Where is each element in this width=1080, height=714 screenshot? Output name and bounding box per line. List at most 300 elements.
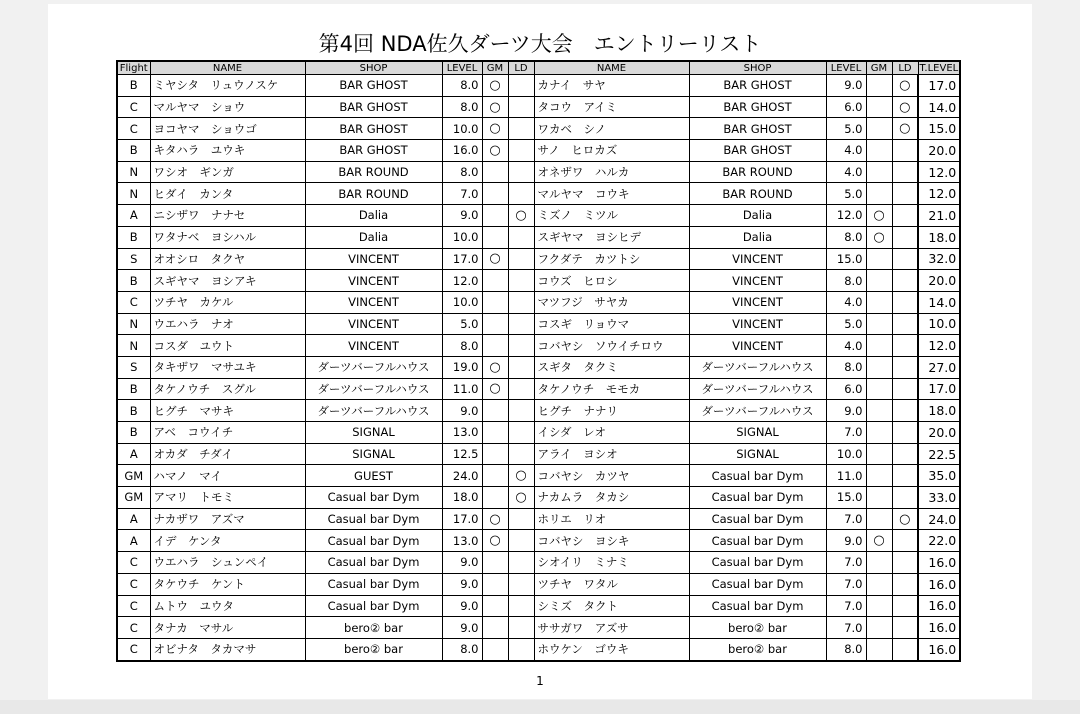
cell-ld-2: [892, 205, 918, 227]
table-row: [117, 75, 960, 97]
cell-gm-2: [866, 183, 892, 205]
cell-name-1: ツチヤ カケル: [150, 291, 305, 313]
cell-gm-2: [866, 96, 892, 118]
cell-ld-1: [508, 508, 534, 530]
table-row: [117, 335, 960, 357]
cell-gm-1: [482, 400, 508, 422]
cell-ld-2: [892, 248, 918, 270]
cell-name-2: アライ ヨシオ: [534, 443, 689, 465]
cell-name-1: ヒダイ カンタ: [150, 183, 305, 205]
cell-gm-2: ○: [866, 530, 892, 552]
cell-gm-1: ○: [482, 356, 508, 378]
cell-gm-1: [482, 226, 508, 248]
cell-shop-2: SIGNAL: [689, 422, 826, 444]
cell-flight: B: [117, 140, 150, 162]
cell-flight: B: [117, 400, 150, 422]
cell-level-1: 9.0: [442, 205, 482, 227]
cell-shop-1: Casual bar Dym: [305, 595, 442, 617]
cell-level-1: 5.0: [442, 313, 482, 335]
entry-table: [116, 60, 961, 662]
cell-shop-1: Dalia: [305, 205, 442, 227]
cell-total-level: 33.0: [918, 487, 960, 509]
cell-ld-1: [508, 443, 534, 465]
cell-flight: C: [117, 291, 150, 313]
cell-ld-1: [508, 226, 534, 248]
cell-total-level: 24.0: [918, 508, 960, 530]
cell-shop-2: BAR ROUND: [689, 183, 826, 205]
cell-level-1: 12.0: [442, 270, 482, 292]
cell-shop-1: GUEST: [305, 465, 442, 487]
cell-flight: N: [117, 313, 150, 335]
cell-shop-2: ダーツバーフルハウス: [689, 378, 826, 400]
cell-level-2: 9.0: [826, 530, 866, 552]
cell-shop-2: VINCENT: [689, 270, 826, 292]
cell-gm-2: [866, 595, 892, 617]
cell-level-2: 5.0: [826, 183, 866, 205]
cell-gm-2: [866, 573, 892, 595]
cell-flight: GM: [117, 465, 150, 487]
table-row: [117, 161, 960, 183]
cell-total-level: 14.0: [918, 291, 960, 313]
cell-total-level: 20.0: [918, 140, 960, 162]
cell-level-1: 13.0: [442, 530, 482, 552]
cell-level-2: 7.0: [826, 617, 866, 639]
cell-ld-1: [508, 356, 534, 378]
cell-shop-2: Casual bar Dym: [689, 595, 826, 617]
cell-level-1: 9.0: [442, 617, 482, 639]
cell-ld-2: ○: [892, 118, 918, 140]
cell-gm-2: [866, 638, 892, 660]
cell-level-1: 9.0: [442, 595, 482, 617]
cell-gm-1: ○: [482, 96, 508, 118]
cell-ld-1: [508, 140, 534, 162]
cell-total-level: 32.0: [918, 248, 960, 270]
table-row: [117, 422, 960, 444]
cell-shop-1: ダーツバーフルハウス: [305, 378, 442, 400]
cell-ld-1: [508, 291, 534, 313]
cell-name-1: ムトウ ユウタ: [150, 595, 305, 617]
cell-shop-2: VINCENT: [689, 248, 826, 270]
cell-level-2: 7.0: [826, 552, 866, 574]
table-row: [117, 508, 960, 530]
cell-level-1: 13.0: [442, 422, 482, 444]
cell-gm-2: [866, 140, 892, 162]
cell-shop-1: Dalia: [305, 226, 442, 248]
table-header-row: [117, 61, 960, 75]
table-row: [117, 530, 960, 552]
cell-flight: C: [117, 118, 150, 140]
cell-level-2: 8.0: [826, 356, 866, 378]
table-row: [117, 291, 960, 313]
cell-name-2: ホウケン ゴウキ: [534, 638, 689, 660]
cell-gm-1: [482, 422, 508, 444]
cell-ld-1: [508, 183, 534, 205]
header-level-2: LEVEL: [826, 61, 866, 75]
cell-gm-1: [482, 313, 508, 335]
cell-name-2: コバヤシ ソウイチロウ: [534, 335, 689, 357]
cell-total-level: 12.0: [918, 335, 960, 357]
cell-ld-1: [508, 595, 534, 617]
table-row: [117, 226, 960, 248]
cell-level-1: 16.0: [442, 140, 482, 162]
cell-level-1: 10.0: [442, 118, 482, 140]
cell-ld-2: [892, 313, 918, 335]
cell-level-2: 11.0: [826, 465, 866, 487]
cell-shop-1: ダーツバーフルハウス: [305, 356, 442, 378]
cell-name-2: シミズ タクト: [534, 595, 689, 617]
cell-name-2: フクダテ カツトシ: [534, 248, 689, 270]
cell-level-1: 12.5: [442, 443, 482, 465]
header-level-1: LEVEL: [442, 61, 482, 75]
cell-flight: B: [117, 226, 150, 248]
cell-flight: B: [117, 75, 150, 97]
cell-name-1: コスダ ユウト: [150, 335, 305, 357]
cell-shop-1: VINCENT: [305, 313, 442, 335]
cell-shop-1: Casual bar Dym: [305, 487, 442, 509]
cell-total-level: 12.0: [918, 161, 960, 183]
header-name-2: NAME: [534, 61, 689, 75]
cell-ld-2: [892, 335, 918, 357]
cell-name-2: コスギ リョウマ: [534, 313, 689, 335]
cell-name-1: キタハラ ユウキ: [150, 140, 305, 162]
cell-gm-1: [482, 573, 508, 595]
cell-ld-2: [892, 270, 918, 292]
cell-name-1: ウエハラ シュンペイ: [150, 552, 305, 574]
cell-name-2: マルヤマ コウキ: [534, 183, 689, 205]
cell-level-2: 4.0: [826, 140, 866, 162]
cell-level-1: 10.0: [442, 226, 482, 248]
cell-shop-1: VINCENT: [305, 335, 442, 357]
table-row: [117, 638, 960, 660]
table-row: [117, 595, 960, 617]
cell-level-2: 6.0: [826, 96, 866, 118]
cell-flight: A: [117, 443, 150, 465]
cell-ld-2: [892, 183, 918, 205]
cell-shop-1: BAR GHOST: [305, 118, 442, 140]
cell-ld-2: [892, 140, 918, 162]
table-row: [117, 400, 960, 422]
page-title: 第4回 NDA佐久ダーツ大会 エントリーリスト: [318, 32, 762, 56]
cell-gm-2: [866, 118, 892, 140]
cell-name-1: タケウチ ケント: [150, 573, 305, 595]
cell-flight: S: [117, 248, 150, 270]
cell-ld-1: [508, 422, 534, 444]
entry-table-body: [117, 75, 960, 661]
table-row: [117, 487, 960, 509]
cell-flight: C: [117, 552, 150, 574]
table-row: [117, 465, 960, 487]
cell-shop-2: bero② bar: [689, 638, 826, 660]
cell-gm-1: [482, 595, 508, 617]
cell-ld-2: [892, 291, 918, 313]
cell-name-2: オネザワ ハルカ: [534, 161, 689, 183]
cell-ld-2: [892, 465, 918, 487]
cell-name-2: ミズノ ミツル: [534, 205, 689, 227]
table-row: [117, 248, 960, 270]
cell-shop-1: bero② bar: [305, 638, 442, 660]
cell-gm-1: ○: [482, 530, 508, 552]
cell-ld-1: [508, 530, 534, 552]
cell-name-2: ワカベ シノ: [534, 118, 689, 140]
cell-gm-1: [482, 205, 508, 227]
cell-level-1: 24.0: [442, 465, 482, 487]
cell-name-1: オビナタ タカマサ: [150, 638, 305, 660]
cell-shop-2: ダーツバーフルハウス: [689, 356, 826, 378]
cell-shop-1: BAR ROUND: [305, 161, 442, 183]
cell-level-1: 8.0: [442, 96, 482, 118]
cell-shop-2: VINCENT: [689, 313, 826, 335]
cell-name-1: ミヤシタ リュウノスケ: [150, 75, 305, 97]
cell-total-level: 16.0: [918, 552, 960, 574]
cell-level-2: 6.0: [826, 378, 866, 400]
cell-shop-1: Casual bar Dym: [305, 552, 442, 574]
cell-gm-2: [866, 291, 892, 313]
cell-shop-2: Casual bar Dym: [689, 508, 826, 530]
cell-total-level: 27.0: [918, 356, 960, 378]
cell-gm-1: ○: [482, 140, 508, 162]
cell-ld-2: [892, 161, 918, 183]
header-flight: Flight: [117, 61, 150, 75]
cell-name-2: スギヤマ ヨシヒデ: [534, 226, 689, 248]
cell-ld-1: [508, 270, 534, 292]
cell-name-2: ナカムラ タカシ: [534, 487, 689, 509]
cell-gm-2: [866, 443, 892, 465]
cell-shop-2: VINCENT: [689, 335, 826, 357]
table-row: [117, 552, 960, 574]
cell-ld-1: [508, 118, 534, 140]
cell-gm-2: [866, 378, 892, 400]
cell-shop-2: Casual bar Dym: [689, 552, 826, 574]
cell-gm-2: [866, 508, 892, 530]
cell-name-2: マツフジ サヤカ: [534, 291, 689, 313]
cell-total-level: 17.0: [918, 75, 960, 97]
cell-ld-1: [508, 75, 534, 97]
cell-flight: N: [117, 183, 150, 205]
cell-shop-1: BAR GHOST: [305, 96, 442, 118]
cell-total-level: 22.5: [918, 443, 960, 465]
cell-level-1: 19.0: [442, 356, 482, 378]
cell-name-1: タキザワ マサユキ: [150, 356, 305, 378]
cell-level-2: 7.0: [826, 508, 866, 530]
cell-level-2: 7.0: [826, 595, 866, 617]
cell-name-1: ワタナベ ヨシハル: [150, 226, 305, 248]
header-gm-2: GM: [866, 61, 892, 75]
cell-level-2: 15.0: [826, 487, 866, 509]
cell-ld-2: [892, 638, 918, 660]
cell-total-level: 14.0: [918, 96, 960, 118]
cell-total-level: 35.0: [918, 465, 960, 487]
cell-shop-2: BAR GHOST: [689, 75, 826, 97]
cell-level-1: 18.0: [442, 487, 482, 509]
cell-ld-2: [892, 356, 918, 378]
cell-ld-2: [892, 378, 918, 400]
cell-name-2: サノ ヒロカズ: [534, 140, 689, 162]
cell-total-level: 17.0: [918, 378, 960, 400]
cell-name-1: アベ コウイチ: [150, 422, 305, 444]
cell-name-2: タコウ アイミ: [534, 96, 689, 118]
cell-level-2: 9.0: [826, 400, 866, 422]
cell-name-2: ホリエ リオ: [534, 508, 689, 530]
cell-ld-1: ○: [508, 205, 534, 227]
cell-name-2: スギタ タクミ: [534, 356, 689, 378]
cell-gm-1: ○: [482, 248, 508, 270]
cell-name-1: ウエハラ ナオ: [150, 313, 305, 335]
cell-ld-1: [508, 161, 534, 183]
cell-total-level: 16.0: [918, 617, 960, 639]
cell-level-1: 10.0: [442, 291, 482, 313]
cell-gm-2: [866, 356, 892, 378]
cell-shop-2: Casual bar Dym: [689, 573, 826, 595]
cell-name-2: ヒグチ ナナリ: [534, 400, 689, 422]
cell-name-2: ササガワ アズサ: [534, 617, 689, 639]
cell-level-1: 9.0: [442, 573, 482, 595]
cell-name-1: ニシザワ ナナセ: [150, 205, 305, 227]
cell-shop-1: ダーツバーフルハウス: [305, 400, 442, 422]
cell-ld-1: [508, 313, 534, 335]
cell-ld-1: [508, 400, 534, 422]
document-page: [48, 4, 1032, 699]
cell-name-1: ワシオ ギンガ: [150, 161, 305, 183]
cell-ld-1: [508, 378, 534, 400]
cell-ld-1: [508, 96, 534, 118]
cell-ld-2: [892, 443, 918, 465]
cell-name-1: ハマノ マイ: [150, 465, 305, 487]
cell-shop-1: BAR GHOST: [305, 75, 442, 97]
cell-shop-2: VINCENT: [689, 291, 826, 313]
table-row: [117, 313, 960, 335]
cell-name-2: コバヤシ ヨシキ: [534, 530, 689, 552]
cell-flight: C: [117, 96, 150, 118]
cell-gm-2: [866, 552, 892, 574]
cell-gm-2: [866, 161, 892, 183]
cell-gm-2: [866, 75, 892, 97]
cell-level-1: 8.0: [442, 638, 482, 660]
cell-gm-1: [482, 487, 508, 509]
cell-ld-2: [892, 400, 918, 422]
cell-level-2: 4.0: [826, 291, 866, 313]
cell-ld-1: [508, 617, 534, 639]
cell-level-2: 7.0: [826, 422, 866, 444]
cell-ld-2: [892, 595, 918, 617]
table-row: [117, 205, 960, 227]
table-row: [117, 573, 960, 595]
cell-name-1: タナカ マサル: [150, 617, 305, 639]
cell-flight: B: [117, 378, 150, 400]
cell-gm-2: [866, 487, 892, 509]
cell-flight: C: [117, 638, 150, 660]
cell-name-2: ツチヤ ワタル: [534, 573, 689, 595]
cell-ld-1: [508, 335, 534, 357]
cell-ld-1: [508, 552, 534, 574]
cell-shop-2: Casual bar Dym: [689, 530, 826, 552]
cell-level-2: 8.0: [826, 270, 866, 292]
cell-total-level: 12.0: [918, 183, 960, 205]
cell-total-level: 16.0: [918, 595, 960, 617]
cell-shop-1: Casual bar Dym: [305, 573, 442, 595]
table-row: [117, 443, 960, 465]
cell-gm-2: [866, 422, 892, 444]
cell-flight: B: [117, 270, 150, 292]
cell-gm-2: ○: [866, 226, 892, 248]
cell-level-2: 5.0: [826, 118, 866, 140]
cell-flight: GM: [117, 487, 150, 509]
cell-gm-2: [866, 270, 892, 292]
cell-gm-1: [482, 617, 508, 639]
cell-flight: N: [117, 335, 150, 357]
cell-ld-1: ○: [508, 487, 534, 509]
viewer-background: [0, 700, 1080, 714]
table-row: [117, 356, 960, 378]
cell-shop-1: VINCENT: [305, 270, 442, 292]
cell-shop-2: Dalia: [689, 226, 826, 248]
cell-total-level: 16.0: [918, 638, 960, 660]
cell-ld-2: [892, 422, 918, 444]
cell-total-level: 15.0: [918, 118, 960, 140]
cell-level-2: 9.0: [826, 75, 866, 97]
cell-name-2: イシダ レオ: [534, 422, 689, 444]
cell-shop-2: Casual bar Dym: [689, 487, 826, 509]
cell-gm-1: [482, 270, 508, 292]
cell-name-2: コウズ ヒロシ: [534, 270, 689, 292]
cell-flight: C: [117, 595, 150, 617]
header-name-1: NAME: [150, 61, 305, 75]
cell-shop-1: BAR ROUND: [305, 183, 442, 205]
cell-shop-2: bero② bar: [689, 617, 826, 639]
header-ld-1: LD: [508, 61, 534, 75]
cell-level-1: 9.0: [442, 400, 482, 422]
cell-flight: S: [117, 356, 150, 378]
cell-level-2: 5.0: [826, 313, 866, 335]
header-total-level: T.LEVEL: [919, 62, 959, 74]
cell-level-2: 10.0: [826, 443, 866, 465]
cell-shop-2: Casual bar Dym: [689, 465, 826, 487]
cell-shop-2: SIGNAL: [689, 443, 826, 465]
cell-flight: C: [117, 573, 150, 595]
cell-shop-1: Casual bar Dym: [305, 508, 442, 530]
cell-total-level: 18.0: [918, 400, 960, 422]
cell-gm-1: [482, 465, 508, 487]
header-ld-2: LD: [892, 61, 918, 75]
cell-name-1: オオシロ タクヤ: [150, 248, 305, 270]
cell-shop-1: bero② bar: [305, 617, 442, 639]
cell-ld-2: ○: [892, 75, 918, 97]
cell-ld-1: [508, 248, 534, 270]
table-row: [117, 118, 960, 140]
cell-name-2: カナイ サヤ: [534, 75, 689, 97]
cell-gm-1: [482, 638, 508, 660]
cell-gm-1: ○: [482, 75, 508, 97]
cell-total-level: 20.0: [918, 422, 960, 444]
cell-gm-2: ○: [866, 205, 892, 227]
cell-flight: A: [117, 205, 150, 227]
cell-name-1: タケノウチ スグル: [150, 378, 305, 400]
cell-ld-2: [892, 552, 918, 574]
cell-name-2: コバヤシ カツヤ: [534, 465, 689, 487]
cell-ld-2: [892, 487, 918, 509]
cell-level-2: 4.0: [826, 335, 866, 357]
cell-name-1: ヒグチ マサキ: [150, 400, 305, 422]
cell-ld-1: [508, 573, 534, 595]
cell-gm-2: [866, 248, 892, 270]
cell-flight: B: [117, 422, 150, 444]
cell-name-1: アマリ トモミ: [150, 487, 305, 509]
cell-name-1: オカダ チダイ: [150, 443, 305, 465]
cell-level-1: 8.0: [442, 335, 482, 357]
table-row: [117, 183, 960, 205]
cell-flight: N: [117, 161, 150, 183]
cell-gm-1: [482, 291, 508, 313]
cell-gm-1: [482, 552, 508, 574]
